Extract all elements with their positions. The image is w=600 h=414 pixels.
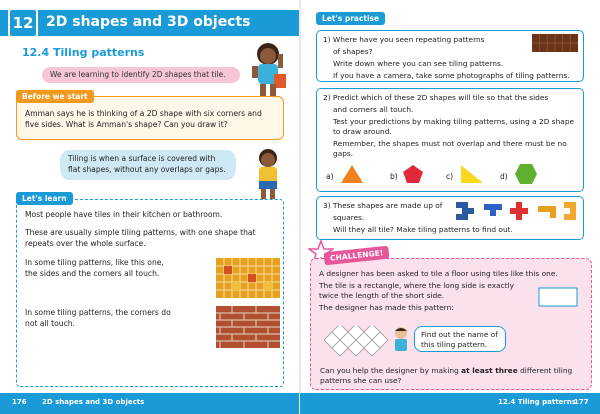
girl-character-2-illustration [250, 148, 286, 204]
learn-paragraph-2: These are usually simple tiling patterns, with one shape that repeats over the whole surface. [25, 228, 256, 248]
learn-paragraph-1: Most people have tiles in their kitchen or bathroom. [25, 210, 223, 219]
learning-objective: We are learning to identify 2D shapes that tile. [42, 67, 240, 83]
before-we-start-text: Amman says he is thinking of a 2D shape with six corners and five sides. What is Amman's shape? Can you draw it? [25, 109, 262, 129]
challenge-line-4-bold: at least three [461, 366, 518, 375]
section-title: 12.4 Tiling patterns [22, 46, 145, 59]
unit-number-badge: 12 [8, 8, 38, 38]
boy-character-illustration [392, 326, 410, 352]
q3-line-2: squares. [333, 213, 365, 222]
challenge-label: CHALLENGE! [323, 246, 389, 266]
footer-title-left: 2D shapes and 3D objects [42, 398, 145, 406]
page-number-right: 177 [574, 398, 589, 406]
challenge-line-4 [320, 366, 588, 386]
q2-line-2: and corners all touch. [333, 105, 414, 114]
q3-line-3: Will they all tile? Make tiling patterns to find out. [333, 225, 513, 234]
chocolate-bar-image [532, 34, 578, 52]
herringbone-pattern-image [324, 326, 390, 360]
q2-line-4: Remember, the shapes must not overlap and there must be no gaps. [333, 139, 567, 158]
option-a-label: a) [326, 172, 334, 181]
square-tiles-image [216, 258, 280, 298]
lets-learn-label: Let's learn [16, 192, 73, 205]
challenge-line-1: A designer has been asked to tile a floor using tiles like this one. [319, 269, 558, 278]
challenge-speech-bubble: Find out the name of this tiling pattern. [414, 326, 506, 352]
polyomino-shapes [456, 200, 586, 222]
unit-title: 2D shapes and 3D objects [46, 14, 251, 30]
page-number-left: 176 [12, 398, 27, 406]
before-we-start-label: Before we start [16, 90, 94, 103]
challenge-line-4a: Can you help the designer by making [320, 366, 462, 375]
brick-tiles-image [216, 306, 280, 348]
q1-line-3: Write down where you can see tiling patterns. [333, 59, 504, 68]
q1-line-2: of shapes? [333, 47, 373, 56]
challenge-line-3: The designer has made this pattern: [319, 303, 454, 312]
lets-practise-label: Let's practise [316, 12, 385, 25]
triangle-shape [340, 164, 364, 184]
option-c-label: c) [446, 172, 454, 181]
q1-line-4: If you have a camera, take some photographs of tiling patterns. [333, 71, 570, 80]
q2-line-1: 2) Predict which of these 2D shapes will tile so that the sides [323, 93, 549, 102]
q2-line-3: Test your predictions by making tiling patterns, using a 2D shape to draw around. [333, 117, 575, 136]
rectangle-tile-image [538, 287, 578, 307]
right-triangle-shape [460, 164, 484, 184]
q1-line-1: 1) Where have you seen repeating patterns [323, 35, 485, 44]
option-d-label: d) [500, 172, 508, 181]
learn-paragraph-4: In some tiling patterns, the corners do not all touch. [25, 308, 171, 328]
challenge-line-2: The tile is a rectangle, where the long side is exactly twice the length of the short side. [319, 281, 514, 300]
option-b-label: b) [390, 172, 398, 181]
learn-paragraph-3: In some tiling patterns, like this one, the sides and the corners all touch. [25, 258, 164, 278]
footer-title-right: 12.4 Tiling patterns [498, 398, 576, 406]
challenge-line-4c: different tiling patterns she can use? [320, 366, 573, 385]
tiling-definition: Tiling is when a surface is covered with flat shapes, without any overlaps or gaps. [60, 150, 236, 180]
right-page [300, 0, 600, 414]
pentagon-shape [402, 164, 424, 184]
q3-line-1: 3) These shapes are made up of [323, 201, 443, 210]
hexagon-shape [514, 163, 538, 185]
